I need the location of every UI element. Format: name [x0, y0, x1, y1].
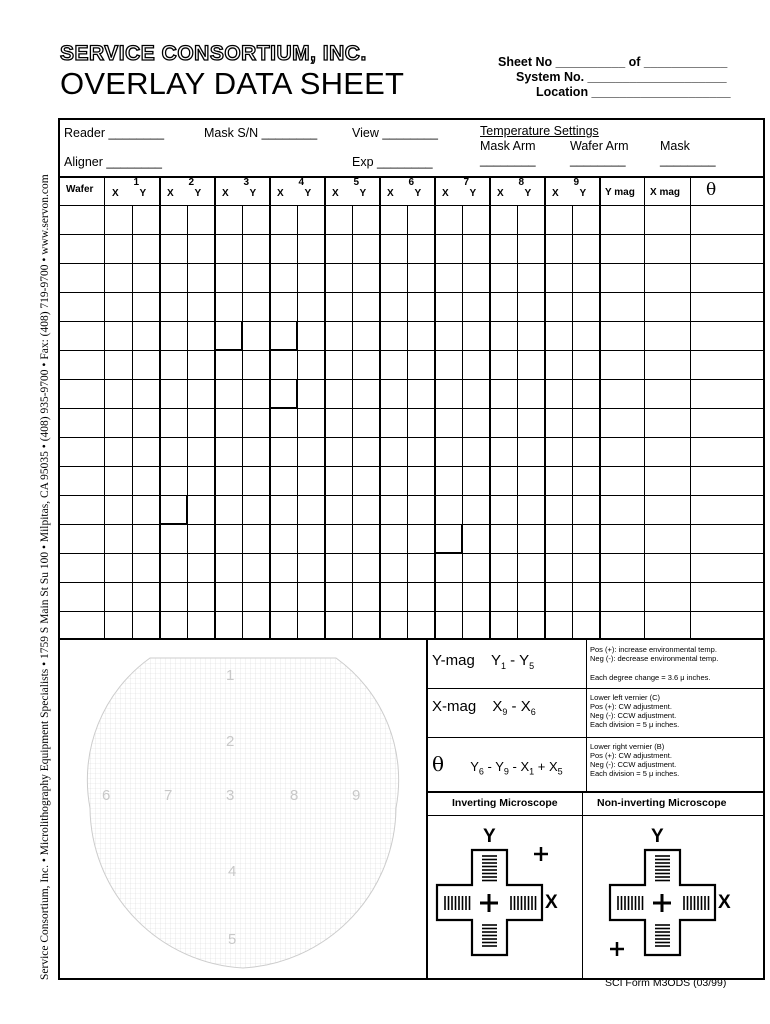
theta-note-pos: Pos (+): CW adjustment. [590, 751, 672, 760]
site-4-x-header: X [277, 188, 284, 199]
wafer-outline [87, 658, 398, 968]
xmag-note-vernier: Lower left vernier (C) [590, 693, 661, 702]
site-number-2: 2 [188, 177, 195, 188]
xmag-note-neg: Neg (-): CCW adjustment. [590, 711, 677, 720]
wafer-site-8-label: 8 [290, 787, 299, 804]
wafer-site-9-label: 9 [352, 787, 361, 804]
site-2-x-header: X [167, 188, 174, 199]
site-9-x-header: X [552, 188, 559, 199]
wafer-site-4-label: 4 [228, 863, 237, 880]
site-number-6: 6 [408, 177, 415, 188]
inverting-microscope-diagram [427, 816, 582, 976]
wafer-map [60, 638, 426, 980]
site-number-8: 8 [518, 177, 525, 188]
page-title: OVERLAY DATA SHEET [60, 66, 405, 101]
wafer-site-2-label: 2 [226, 733, 235, 750]
site-2-y-header: Y [194, 188, 202, 199]
site-5-y-header: Y [359, 188, 367, 199]
site-number-5: 5 [353, 177, 360, 188]
wafer-column-header: Wafer [66, 184, 94, 195]
xmag-formula: $X_9 - X_6$ [492, 698, 536, 717]
wafer-arm-field[interactable]: ________ [570, 153, 626, 167]
site-number-9: 9 [573, 177, 580, 188]
inverting-y-axis-label: Y [483, 826, 496, 847]
non-inverting-microscope-label: Non-inverting Microscope [597, 797, 727, 809]
site-7-x-header: X [442, 188, 449, 199]
site-number-7: 7 [463, 177, 470, 188]
site-6-x-header: X [387, 188, 394, 199]
site-6-y-header: Y [414, 188, 422, 199]
wafer-site-1-label: 1 [226, 667, 235, 684]
wafer-site-6-label: 6 [102, 787, 111, 804]
ymag-label: Y-mag [432, 652, 475, 669]
non-inverting-microscope-diagram [583, 816, 763, 976]
inverting-x-axis-label: X [545, 892, 558, 913]
theta-formula: $Y_6 - Y_9 - X_1 + X_5$ [470, 759, 563, 777]
site-4-y-header: Y [304, 188, 312, 199]
site-8-x-header: X [497, 188, 504, 199]
sheet-no-field[interactable]: Sheet No __________ of ____________ [498, 55, 728, 69]
site-1-x-header: X [112, 188, 119, 199]
site-3-y-header: Y [249, 188, 257, 199]
wafer-site-5-label: 5 [228, 931, 237, 948]
ymag-column-header: Y mag [605, 187, 635, 198]
mask-temp-field[interactable]: ________ [660, 153, 716, 167]
site-number-4: 4 [298, 177, 305, 188]
xmag-note-division: Each division = 5 μ inches. [590, 720, 680, 729]
theta-column-header: θ [706, 180, 717, 200]
wafer-site-3-label: 3 [226, 787, 235, 804]
system-no-field[interactable]: System No. ____________________ [516, 70, 727, 84]
reader-field[interactable]: Reader ________ [64, 126, 165, 140]
ymag-note-pos: Pos (+): increase environmental temp. [590, 645, 717, 654]
site-3-x-header: X [222, 188, 229, 199]
non-inverting-y-axis-label: Y [651, 826, 664, 847]
wafer-arm-label: Wafer Arm [570, 139, 629, 153]
theta-label: θ [432, 752, 445, 776]
site-1-y-header: Y [139, 188, 147, 199]
mask-label: Mask [660, 139, 690, 153]
aligner-field[interactable]: Aligner ________ [64, 155, 162, 169]
mask-sn-field[interactable]: Mask S/N ________ [204, 126, 318, 140]
ymag-note-degree: Each degree change = 3.6 μ inches. [590, 673, 711, 682]
wafer-site-7-label: 7 [164, 787, 173, 804]
theta-note-vernier: Lower right vernier (B) [590, 742, 665, 751]
mask-arm-label: Mask Arm [480, 139, 536, 153]
site-5-x-header: X [332, 188, 339, 199]
inverting-microscope-label: Inverting Microscope [452, 797, 558, 809]
mask-arm-field[interactable]: ________ [480, 153, 536, 167]
sidebar-address: Service Consortium, Inc. • Microlithography Equipment Specialists • 1759 S Main St Su 100 • Milpitas, CA 95035 • (408) 935-9700 • Fax: (408) 719-9700 • www.servon.com [39, 174, 51, 980]
temperature-settings-label: Temperature Settings [480, 124, 599, 138]
site-number-3: 3 [243, 177, 250, 188]
xmag-label: X-mag [432, 698, 477, 715]
site-8-y-header: Y [524, 188, 532, 199]
theta-note-division: Each division = 5 μ inches. [590, 769, 680, 778]
form-number: SCI Form M3ODS (03/99) [605, 977, 727, 989]
site-7-y-header: Y [469, 188, 477, 199]
location-field[interactable]: Location ____________________ [536, 85, 731, 99]
site-9-y-header: Y [579, 188, 587, 199]
company-name: SERVICE CONSORTIUM, INC. [60, 42, 367, 65]
site-number-1: 1 [133, 177, 140, 188]
exp-field[interactable]: Exp ________ [352, 155, 433, 169]
xmag-column-header: X mag [650, 187, 681, 198]
ymag-note-neg: Neg (-): decrease environmental temp. [590, 654, 719, 663]
xmag-note-pos: Pos (+): CW adjustment. [590, 702, 672, 711]
ymag-formula: $Y_1 - Y_5$ [490, 652, 535, 671]
non-inverting-x-axis-label: X [718, 892, 731, 913]
theta-note-neg: Neg (-): CCW adjustment. [590, 760, 677, 769]
view-field[interactable]: View ________ [352, 126, 438, 140]
